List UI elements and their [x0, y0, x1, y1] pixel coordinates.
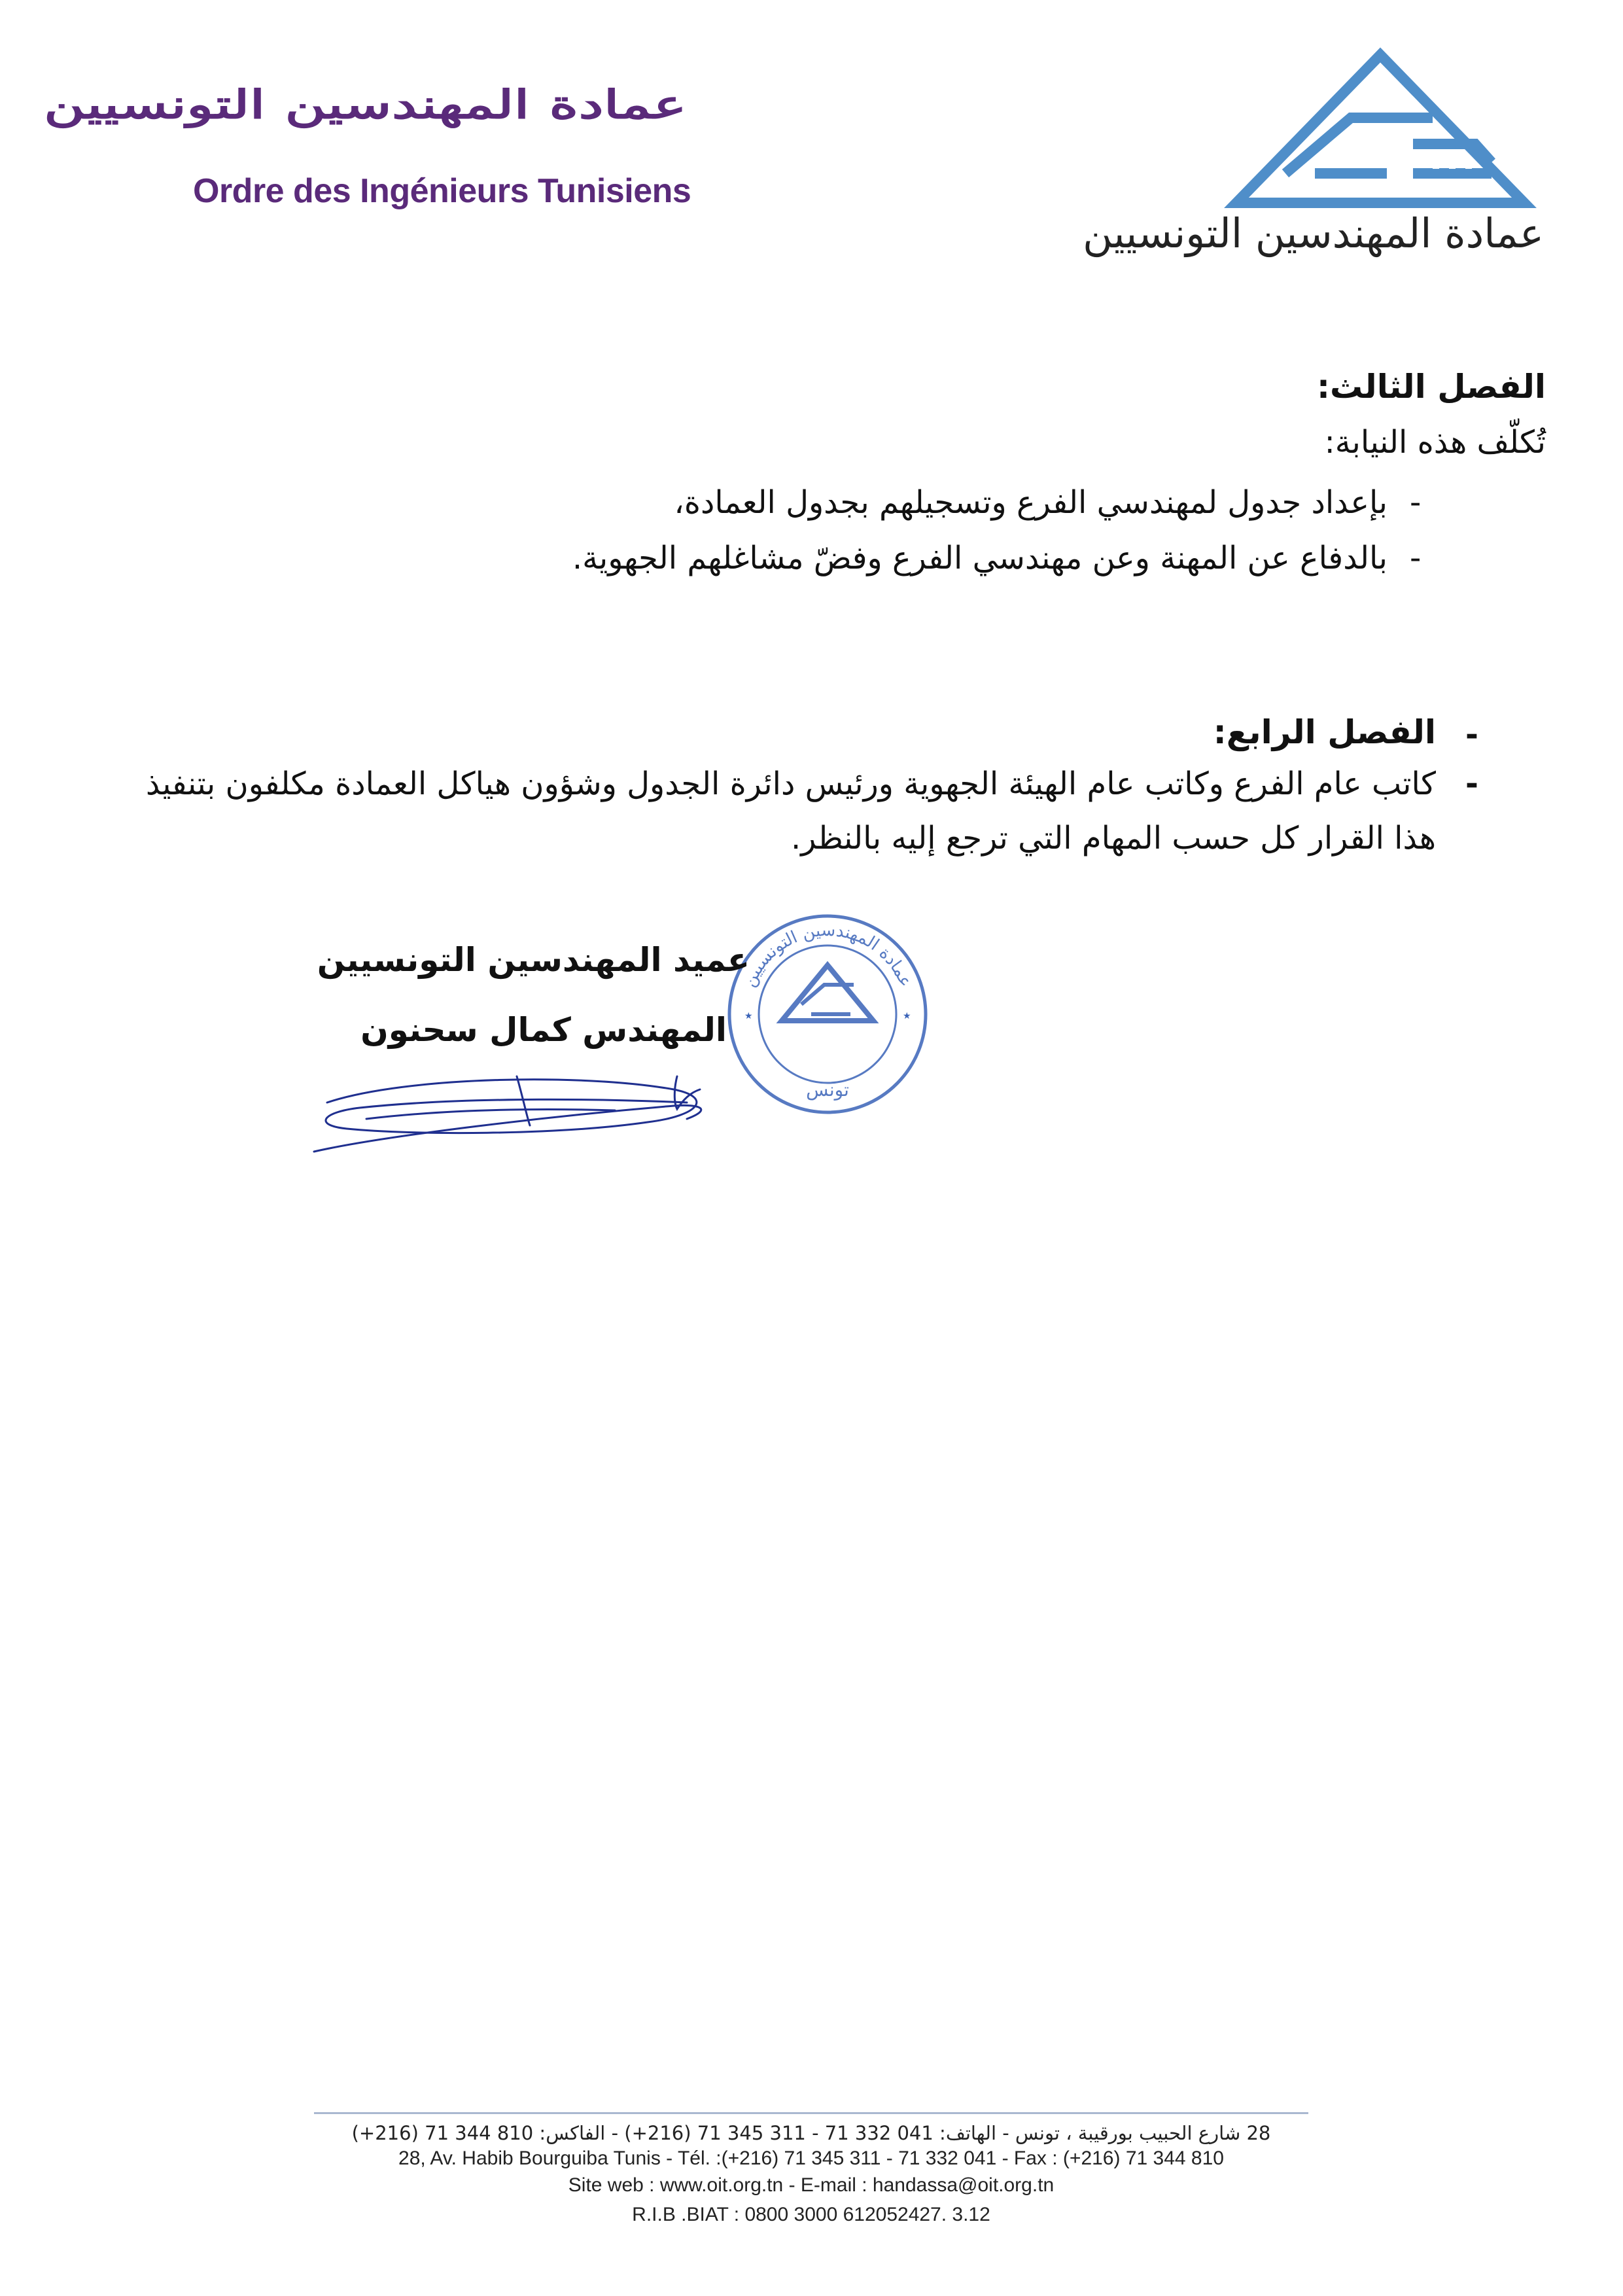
svg-text:عمادة المهندسين التونسيين: عمادة المهندسين التونسيين	[739, 920, 916, 990]
bullet-dash: -	[1465, 716, 1478, 753]
footer-address-arabic: 28 شارع الحبيب بورقيبة ، تونس - الهاتف: 041 332 71 - 311 345 71 (216+) - الفاكس: 810 344 71 (216+)	[351, 2122, 1271, 2144]
bullet-dash: -	[1465, 766, 1478, 802]
svg-text:تونس: تونس	[806, 1079, 849, 1101]
svg-text:★: ★	[903, 1011, 911, 1021]
section-3-bullet: بإعداد جدول لمهندسي الفرع وتسجيلهم بجدول العمادة،	[674, 484, 1387, 521]
official-stamp-icon	[720, 906, 935, 1122]
section-3-intro: تُكلّف هذه النيابة:	[1324, 424, 1546, 461]
bullet-dash: -	[1410, 540, 1422, 576]
footer-web-email: Site web : www.oit.org.tn - E-mail : handassa@oit.org.tn	[568, 2174, 1055, 2196]
section-4-text-line: كاتب عام الفرع وكاتب عام الهيئة الجهوية ورئيس دائرة الجدول وشؤون هياكل العمادة مكلفون بتنفيذ	[145, 766, 1436, 802]
signatory-name: المهندس كمال سحنون	[360, 1011, 727, 1049]
footer-bank-rib: R.I.B .BIAT : 0800 3000 612052427. 3.12	[632, 2204, 990, 2225]
section-4-heading: الفصل الرابع:	[1213, 713, 1436, 751]
handwritten-signature	[307, 1037, 739, 1168]
logo-french-text: Ordre des Ingénieurs Tunisiens	[193, 172, 691, 210]
footer-divider	[314, 2112, 1308, 2114]
bullet-dash: -	[1410, 484, 1422, 521]
svg-text:★: ★	[744, 1011, 753, 1021]
logo-arabic-text: عمادة المهندسين التونسيين	[44, 81, 687, 128]
signatory-title: عميد المهندسين التونسيين	[317, 941, 750, 979]
emblem-caption-text: عمادة المهندسين التونسيين	[1083, 209, 1544, 257]
footer-address-french: 28, Av. Habib Bourguiba Tunis - Tél. :(+216) 71 345 311 - 71 332 041 - Fax : (+216) 71 344 810	[398, 2147, 1224, 2169]
section-3-bullet: بالدفاع عن المهنة وعن مهندسي الفرع وفضّ مشاغلهم الجهوية.	[572, 540, 1387, 576]
section-4-text-line: هذا القرار كل حسب المهام التي ترجع إليه بالنظر.	[790, 820, 1436, 857]
section-3-heading: الفصل الثالث:	[1317, 368, 1546, 406]
